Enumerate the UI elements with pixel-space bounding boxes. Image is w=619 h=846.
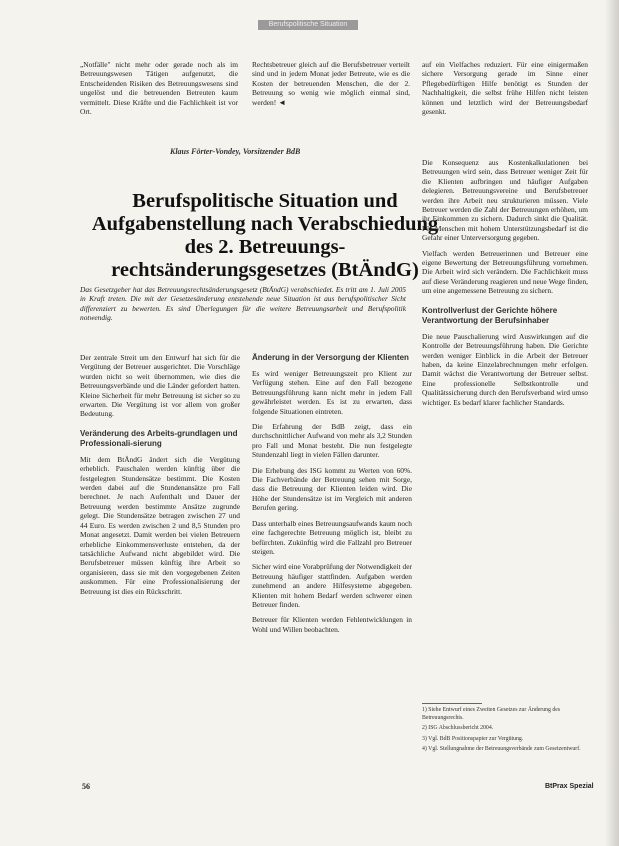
paragraph: Der zentrale Streit um den Entwurf hat sich für die Vergütung der Betreuer ausgerichtet. Die Vorschläge wurden nicht so weit übernommen, wie dies die Betreuungsverbände und die Länder gefordert hatten. Kleine Sicherheit für mehr Betreuung ist sicher so zu erwarten. Die Vergütung ist vor allem von großer Bedeutung.	[80, 353, 240, 419]
journal-name: BtPrax Spezial	[545, 783, 594, 790]
footnote: 1) Siehe Entwurf eines Zweiten Gesetzes zur Änderung des Betreuungsrechts.	[422, 707, 561, 721]
paragraph: Die Konsequenz aus Kostenkalkulationen bei Betreuungen wird sein, dass Betreuer weniger Zeit für die Klienten aufbringen und häufiger Aufgaben delegieren. Betreuungsvereine und Berufsbetreuer werden ihre Arbeit neu strukturieren müssen. Viele Betreuer werden die Zahl der Betreuungen erhöhen, um ihr Einkommen zu sichern. Dadurch sinkt die Qualität. Für Menschen mit hohem Unterstützungsbedarf ist die Gefahr einer Unterversorgung gegeben.	[422, 158, 588, 243]
section-heading: Veränderung des Arbeits-grundlagen und Professionali-sierung	[80, 428, 238, 448]
footnote: 3) Vgl. BdB Positionspapier zur Vergütung.	[422, 735, 524, 742]
paragraph: Die neue Pauschalierung wird Auswirkungen auf die Kontrolle der Betreuungsführung haben. Die Gerichte werden weniger Einblick in die Arbeit der Betreuer haben, da keine Einzelabrechnungen mehr erfolgen. Damit wächst die Verantwortung der Betreuer selbst. Eine professionelle Selbstkontrolle und Qualitätssicherung durch den Berufsverband wird umso wichtiger. Es bedarf klarer fachlicher Standards.	[422, 331, 588, 407]
top-column-2	[252, 60, 410, 132]
paragraph: Mit dem BtÄndG ändert sich die Vergütung erheblich. Pauschalen werden künftig über die festgelegten Stundensätze bestimmt. Die Kosten werden dabei auf die Stundenansätze pro Fall berechnet. Je nach Aufenthalt und Dauer der Betreuung werden bestimmte Ansätze zugrunde gelegt. Die Stundensätze betragen zwischen 27 und 44 Euro. Es werden zwischen 2 und 8,5 Stunden pro Monat angesetzt. Damit werden bei vielen Betreuern erhebliche Einkommensverluste entstehen, da der tatsächliche Aufwand nicht abgebildet wird. Die Berufsbetreuer müssen künftig ihre Arbeit so organisieren, dass sie mit den vorgegebenen Zeiten auskommen. Für eine Professionalisierung der Betreuung ist dies ein Rückschritt.	[80, 454, 240, 596]
body-column-2	[252, 353, 412, 773]
footnote-rule	[422, 703, 482, 704]
paragraph: Es wird weniger Betreuungszeit pro Klient zur Verfügung stehen. Eine auf den Fall bezogene Betreuungsführung kann nicht mehr in jedem Fall gewährleistet werden. Es ist zu erwarten, dass folgende Situationen eintreten.	[252, 369, 412, 416]
paragraph: Vielfach werden Betreuerinnen und Betreuer eine eigene Bewertung der Betreuungsführung vornehmen. Die Arbeit wird sich verändern. Die Fachlichkeit muss auf diese Veränderung reagieren und neue Wege finden, um eine angemessene Betreuung zu sichern.	[422, 248, 588, 296]
top-column-1: „Notfälle" nicht mehr oder gerade noch als im Betreuungswesen Tätigen aufgenutzt, die Entscheidenden Risiken des Betreuungswesens sind ungelöst und die betreuenden Betreuten kaum vermittelt. Diese Kräfte und die Fachlichkeit ist vor Ort.	[80, 60, 238, 117]
body-column-3	[422, 158, 588, 698]
top-column-2-text: Rechtsbetreuer gleich auf die Berufsbetreuer verteilt sind und in jedem Monat jeder Betreute, wie es die Kosten der betreuenden Menschen, die der 2. Betreuung so wenig wie möglich einmal sind, werden!	[252, 60, 410, 107]
end-mark-icon: ◄	[278, 97, 286, 107]
footnote: 4) Vgl. Stellungnahme der Betreuungsverbände zum Gesetzentwurf.	[422, 746, 581, 753]
page-number: 56	[82, 782, 90, 791]
paragraph: Die Erfahrung der BdB zeigt, dass ein durchschnittlicher Aufwand von mehr als 3,2 Stunden pro Fall und Monat besteht. Die nun festgelegte Stundenzahl liegt in vielen Fällen darunter.	[252, 422, 412, 460]
body-column-1	[80, 353, 240, 773]
article-lead: Das Gesetzgeber hat das Betreuungsrechtsänderungsgesetz (BtÄndG) verabschiedet. Es tritt am 1. Juli 2005 in Kraft treten. Die mit der Gesetzesänderung entstehende neue Situation ist aus berufspolitischer Sicht differenziert zu bewerten. Es sind Überlegungen für die weitere Betreuungsarbeit und Berufspolitik notwendig.	[80, 285, 406, 323]
footnotes	[422, 707, 588, 757]
author-byline: Klaus Förter-Vondey, Vorsitzender BdB	[170, 147, 301, 156]
section-heading: Kontrollverlust der Gerichte höhere Verantwortung der Berufsinhaber	[422, 305, 558, 325]
paragraph: Dass unterhalb eines Betreuungsaufwands kaum noch eine fachgerechte Betreuung möglich ist, bleibt zu befürchten. Zukünftig wird die Fallzahl pro Betreuer steigen.	[252, 518, 412, 556]
footnote: 2) ISG Abschlussbericht 2004.	[422, 725, 494, 732]
top-column-3: auf ein Vielfaches reduziert. Für eine einigermaßen sichere Versorgung gerade im Sinne einer Pflegebedürftigen Hilfe benötigt es Stunden der Nachhaltigkeit, die selbst frühe Hilfen nicht leisten können und letztlich wird der Betreuungsbedarf gesenkt.	[422, 60, 588, 117]
paragraph: Die Erhebung des ISG kommt zu Werten von 60%. Die Fachverbände der Betreuung sehen mit Sorge, dass die Betreuung der Klienten leiden wird. Die Höhe der Stundensätze ist im Vergleich mit anderen Berufen gering.	[252, 465, 412, 513]
section-header-label: Berufspolitische Situation	[258, 20, 358, 30]
paragraph: Sicher wird eine Vorabprüfung der Notwendigkeit der Betreuung häufiger stattfinden. Aufgaben werden zunehmend an andere Hilfesysteme abgegeben. Klienten mit hohem Bedarf werden schwerer einen Betreuer finden.	[252, 562, 412, 609]
section-heading: Änderung in der Versorgung der Klienten	[252, 353, 409, 362]
article-title: Berufspolitische Situation und Aufgabenstellung nach Verabschiedung des 2. Betreuungs-rechtsänderungsgesetzes (BtÄndG)	[91, 190, 439, 281]
page-edge-shadow	[605, 0, 619, 846]
paragraph: Betreuer für Klienten werden Fehlentwicklungen in Wohl und Willen beobachten.	[252, 615, 412, 634]
